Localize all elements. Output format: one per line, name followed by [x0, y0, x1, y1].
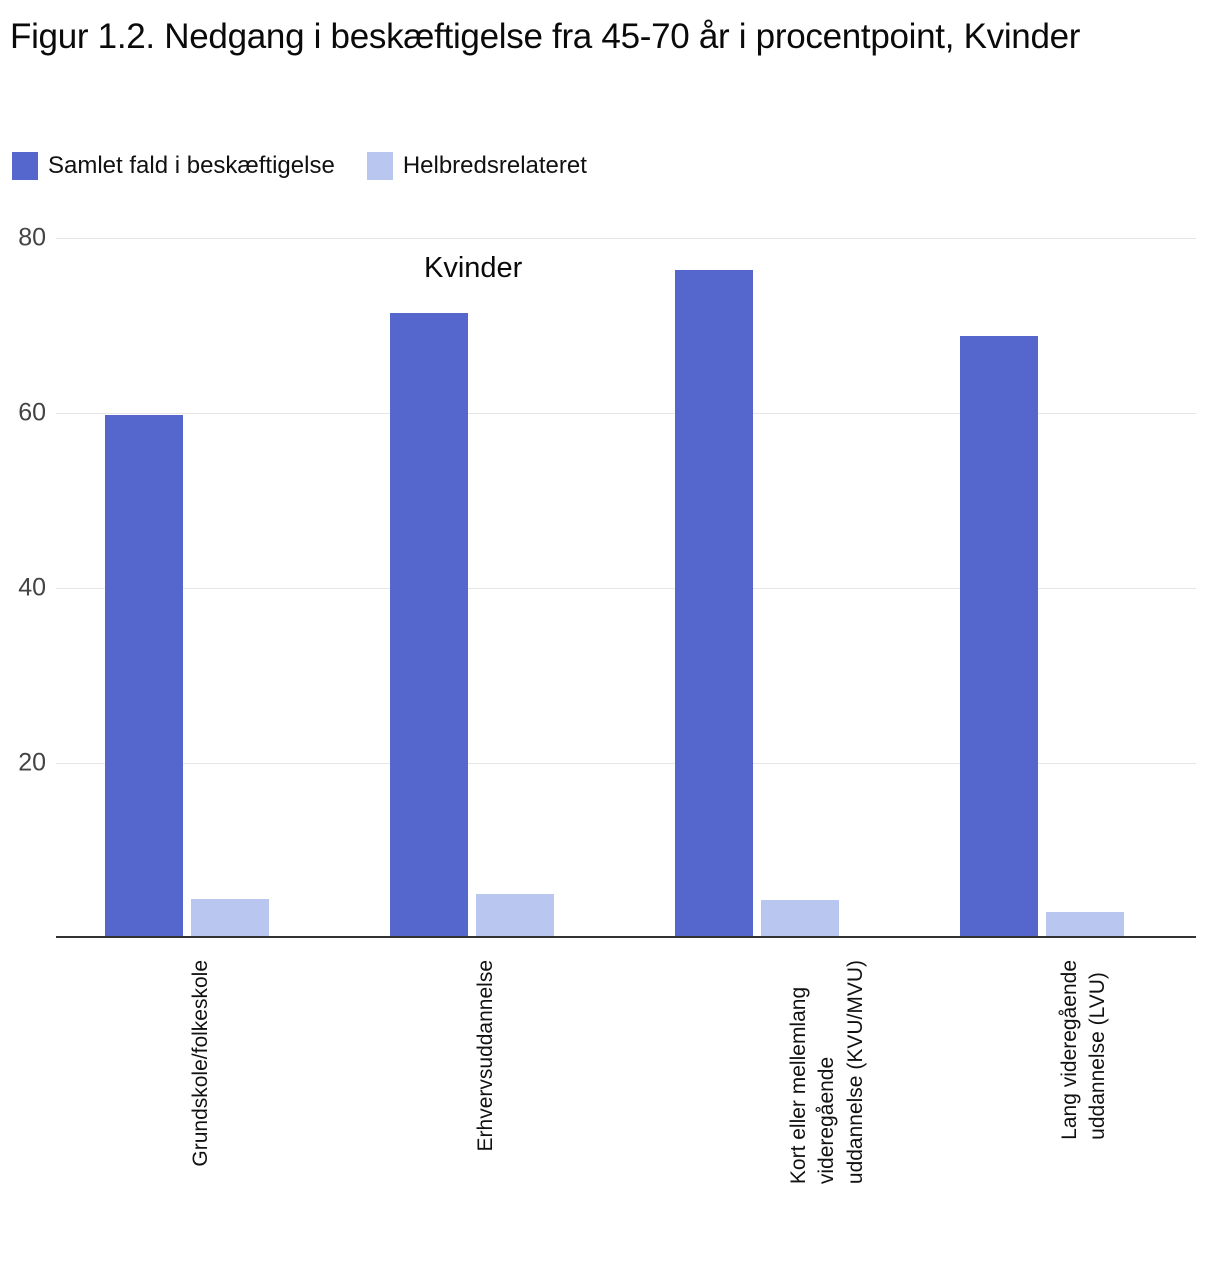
chart-plot-area	[0, 222, 1220, 952]
bar	[476, 894, 554, 938]
y-axis-tick-label: 60	[18, 398, 46, 427]
chart-axes	[56, 238, 1196, 938]
bar-series-container	[56, 238, 1196, 938]
chart-annotation: Kvinder	[424, 252, 523, 284]
y-axis-tick-label: 20	[18, 748, 46, 777]
x-axis-line	[56, 936, 1196, 938]
x-axis-category-label	[1056, 960, 1113, 1140]
bar	[390, 313, 468, 938]
legend-swatch-icon	[367, 152, 393, 180]
x-axis-category-label-line: videregående	[814, 1056, 838, 1185]
bar-group	[911, 238, 1196, 938]
legend-item-1	[367, 152, 587, 180]
bar-group	[341, 238, 626, 938]
x-axis-category-label-line: Grundskole/folkeskole	[188, 960, 212, 1167]
legend-label: Helbredsrelateret	[402, 152, 587, 179]
legend-item-0	[12, 152, 335, 180]
x-axis-category-label-line: Erhvervsuddannelse	[473, 960, 497, 1152]
bar-group	[626, 238, 911, 938]
x-axis-category-label	[187, 960, 215, 1167]
x-axis-category-label	[785, 960, 870, 1184]
bar	[105, 415, 183, 938]
x-axis-category-label	[472, 960, 500, 1151]
chart-legend	[12, 152, 609, 180]
x-axis-category-labels	[56, 960, 1196, 1260]
bar	[761, 900, 839, 938]
page-title: Figur 1.2. Nedgang i beskæftigelse fra 45-70 år i procentpoint, Kvinder	[10, 17, 1081, 56]
legend-swatch-icon	[12, 152, 38, 180]
bar-group	[56, 238, 341, 938]
x-axis-category-label-line: uddannelse (KVU/MVU)	[843, 960, 867, 1185]
bar	[675, 270, 753, 939]
x-axis-category-label-line: Kort eller mellemlang	[786, 986, 810, 1185]
x-axis-category-label-line: uddannelse (LVU)	[1085, 972, 1109, 1140]
bar	[1046, 912, 1124, 938]
legend-label: Samlet fald i beskæftigelse	[48, 152, 335, 179]
y-axis-tick-label: 80	[18, 223, 46, 252]
bar	[960, 336, 1038, 938]
x-axis-category-label-line: Lang videregående	[1057, 960, 1081, 1140]
bar	[191, 899, 269, 938]
y-axis-tick-label: 40	[18, 573, 46, 602]
